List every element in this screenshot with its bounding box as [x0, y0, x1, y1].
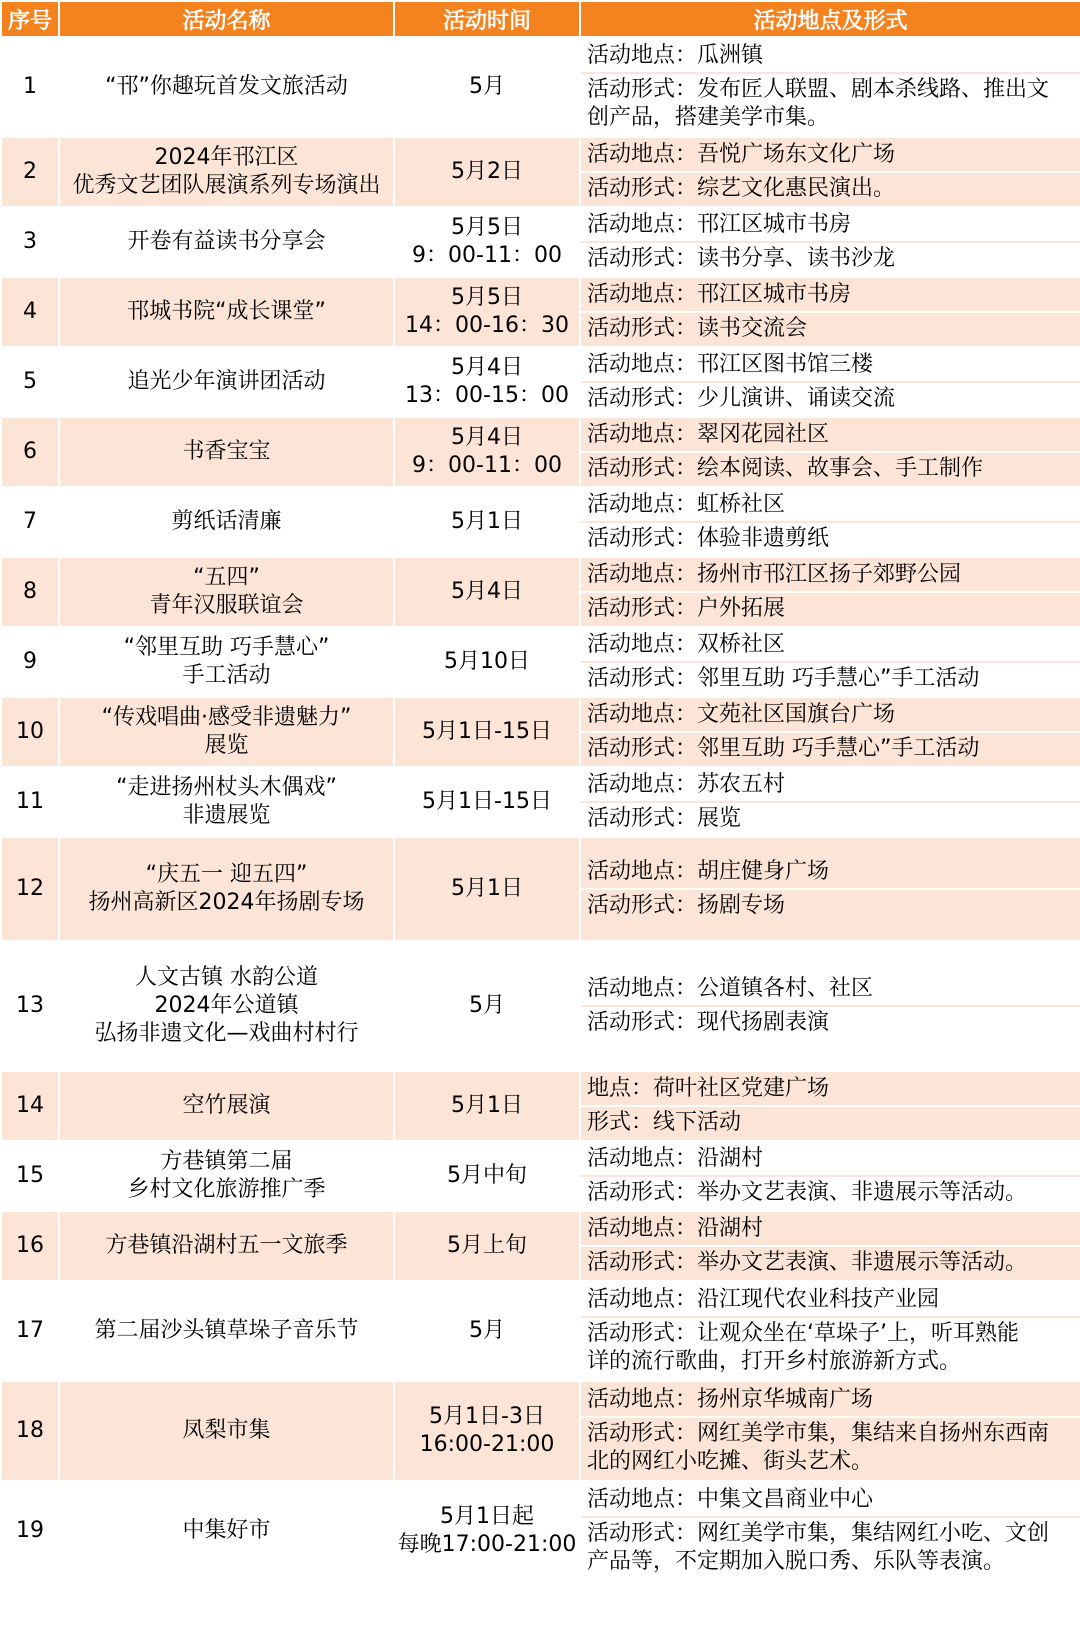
- activity-name-line: 手工活动: [182, 663, 271, 688]
- activity-time-line: 5月1日-15日: [422, 789, 552, 814]
- activity-form: 活动形式：读书交流会: [587, 316, 808, 341]
- activity-time: [394, 767, 580, 837]
- cell-divider: [581, 801, 1080, 803]
- activity-name-line: 开卷有益读书分享会: [127, 229, 326, 254]
- activity-time-line: 5月: [469, 74, 505, 99]
- activity-time-line: 16:00-21:00: [419, 1432, 555, 1457]
- activity-form: 活动形式：展览: [587, 806, 742, 831]
- activity-name-line: “邗”你趣玩首发文旅活动: [105, 74, 348, 99]
- activity-location: 活动地点：扬州京华城南广场: [587, 1387, 874, 1412]
- activity-location: 活动地点：沿江现代农业科技产业园: [587, 1287, 940, 1312]
- table-row: [1, 277, 1080, 347]
- activity-form: 活动形式：举办文艺表演、非遗展示等活动。: [587, 1250, 1028, 1275]
- activity-time: [394, 697, 580, 767]
- activity-name-line: 优秀文艺团队展演系列专场演出: [72, 173, 381, 198]
- activity-form: 形式：线下活动: [587, 1110, 742, 1135]
- activity-time: [394, 1381, 580, 1481]
- activity-time-line: 5月2日: [451, 159, 523, 184]
- activity-location: 活动地点：文苑社区国旗台广场: [587, 702, 896, 727]
- row-index: 10: [1, 697, 59, 767]
- row-index: 16: [1, 1211, 59, 1281]
- activity-location: 活动地点：沿湖村: [587, 1146, 764, 1171]
- cell-divider: [581, 1416, 1080, 1418]
- row-index: 9: [1, 627, 59, 697]
- activity-form: 活动形式：户外拓展: [587, 596, 786, 621]
- cell-divider: [581, 591, 1080, 593]
- row-index: 7: [1, 487, 59, 557]
- cell-divider: [581, 381, 1080, 383]
- activity-form: 活动形式：绘本阅读、故事会、手工制作: [587, 456, 984, 481]
- activity-time-line: 5月1日起: [440, 1504, 534, 1529]
- activity-time-line: 5月4日: [451, 355, 523, 380]
- activity-location-form: [580, 1281, 1080, 1381]
- activity-location: 活动地点：吾悦广场东文化广场: [587, 142, 896, 167]
- activity-time-line: 5月上旬: [447, 1233, 527, 1258]
- activity-time: [394, 941, 580, 1071]
- activity-time: [394, 557, 580, 627]
- table-row: [1, 1481, 1080, 1581]
- activity-location-form: [580, 1141, 1080, 1211]
- activity-location-form: [580, 1071, 1080, 1141]
- activity-name-line: 弘扬非遗文化—戏曲村村行: [94, 1021, 359, 1046]
- activity-location-form: [580, 487, 1080, 557]
- table-row: [1, 37, 1080, 137]
- activity-location: 活动地点：邗江区城市书房: [587, 212, 852, 237]
- activity-name-line: “庆五一 迎五四”: [145, 862, 308, 887]
- activity-name: [59, 767, 394, 837]
- cell-divider: [581, 1316, 1080, 1318]
- activity-name-line: 非遗展览: [182, 803, 271, 828]
- table-row: [1, 1071, 1080, 1141]
- table-row: [1, 1281, 1080, 1381]
- activity-name-line: 书香宝宝: [182, 439, 271, 464]
- table-row: [1, 1141, 1080, 1211]
- row-index: 3: [1, 207, 59, 277]
- activity-form: 活动形式：邻里互助 巧手慧心”手工活动: [587, 736, 980, 761]
- table-row: [1, 767, 1080, 837]
- table-row: [1, 1381, 1080, 1481]
- activity-name: [59, 837, 394, 941]
- activity-location: 活动地点：苏农五村: [587, 772, 786, 797]
- activity-time: [394, 487, 580, 557]
- cell-divider: [581, 1005, 1080, 1007]
- activity-time-line: 13：00-15：00: [405, 383, 569, 408]
- activity-location-form: [580, 37, 1080, 137]
- table-row: [1, 487, 1080, 557]
- activity-location: 活动地点：扬州市邗江区扬子郊野公园: [587, 562, 962, 587]
- activity-location: 活动地点：邗江区城市书房: [587, 282, 852, 307]
- activity-location: 活动地点：双桥社区: [587, 632, 786, 657]
- activity-time: [394, 37, 580, 137]
- activity-time: [394, 417, 580, 487]
- activity-time-line: 5月1日: [451, 876, 523, 901]
- activity-form: 活动形式：网红美学市集，集结网红小吃、文创: [587, 1521, 1050, 1546]
- cell-divider: [581, 731, 1080, 733]
- activity-name: [59, 137, 394, 207]
- activity-name: [59, 627, 394, 697]
- activity-form: 活动形式：现代扬剧表演: [587, 1010, 830, 1035]
- activity-time: [394, 1211, 580, 1281]
- cell-divider: [581, 1516, 1080, 1518]
- header-index: 序号: [1, 1, 59, 37]
- table-row: [1, 347, 1080, 417]
- activity-name-line: 2024年公道镇: [154, 993, 299, 1018]
- activity-name: [59, 417, 394, 487]
- activity-name: [59, 277, 394, 347]
- activity-name-line: 展览: [204, 733, 249, 758]
- activity-location-form: [580, 137, 1080, 207]
- activity-name-line: 2024年邗江区: [154, 145, 299, 170]
- row-index: 8: [1, 557, 59, 627]
- activity-form: 活动形式：发布匠人联盟、剧本杀线路、推出文: [587, 77, 1050, 102]
- activity-location: 活动地点：胡庄健身广场: [587, 859, 830, 884]
- cell-divider: [581, 1245, 1080, 1247]
- row-index: 14: [1, 1071, 59, 1141]
- activity-name: [59, 1071, 394, 1141]
- activity-name-line: 青年汉服联谊会: [149, 593, 304, 618]
- activity-time-line: 5月: [469, 1318, 505, 1343]
- activity-name-line: 方巷镇沿湖村五一文旅季: [105, 1233, 348, 1258]
- table-row: [1, 207, 1080, 277]
- activity-location-form: [580, 941, 1080, 1071]
- activity-name-line: 凤梨市集: [182, 1418, 271, 1443]
- activity-location-form: [580, 1481, 1080, 1581]
- activity-time: [394, 207, 580, 277]
- activity-name: [59, 37, 394, 137]
- activity-location: 活动地点：翠冈花园社区: [587, 422, 830, 447]
- activity-name: [59, 1281, 394, 1381]
- activity-time-line: 5月4日: [451, 579, 523, 604]
- activity-location: 活动地点：虹桥社区: [587, 492, 786, 517]
- cell-divider: [581, 72, 1080, 74]
- header-activity-name: 活动名称: [59, 1, 394, 37]
- activity-form: 详的流行歌曲，打开乡村旅游新方式。: [587, 1349, 962, 1374]
- row-index: 6: [1, 417, 59, 487]
- table-row: [1, 697, 1080, 767]
- row-index: 17: [1, 1281, 59, 1381]
- activity-time: [394, 837, 580, 941]
- activity-location: 地点：荷叶社区党建广场: [587, 1076, 830, 1101]
- activity-time: [394, 627, 580, 697]
- table-header-row: [1, 1, 1080, 37]
- row-index: 12: [1, 837, 59, 941]
- activity-location-form: [580, 767, 1080, 837]
- activity-form: 活动形式：读书分享、读书沙龙: [587, 246, 896, 271]
- activity-form: 产品等，不定期加入脱口秀、乐队等表演。: [587, 1549, 1006, 1574]
- activity-location-form: [580, 277, 1080, 347]
- activity-name-line: 乡村文化旅游推广季: [127, 1177, 326, 1202]
- activity-location-form: [580, 627, 1080, 697]
- cell-divider: [581, 888, 1080, 890]
- activity-name-line: 扬州高新区2024年扬剧专场: [88, 890, 365, 915]
- activity-time: [394, 1071, 580, 1141]
- activity-form: 活动形式：少儿演讲、诵读交流: [587, 386, 896, 411]
- table-row: [1, 557, 1080, 627]
- row-index: 19: [1, 1481, 59, 1581]
- activity-time: [394, 1281, 580, 1381]
- row-index: 1: [1, 37, 59, 137]
- activity-location: 活动地点：中集文昌商业中心: [587, 1487, 874, 1512]
- activity-time: [394, 1481, 580, 1581]
- activity-name-line: 追光少年演讲团活动: [127, 369, 326, 394]
- row-index: 13: [1, 941, 59, 1071]
- activity-name: [59, 557, 394, 627]
- activity-form: 创产品，搭建美学市集。: [587, 105, 830, 130]
- row-index: 18: [1, 1381, 59, 1481]
- cell-divider: [581, 311, 1080, 313]
- row-index: 2: [1, 137, 59, 207]
- activity-name: [59, 1481, 394, 1581]
- activity-name: [59, 1141, 394, 1211]
- activity-location-form: [580, 417, 1080, 487]
- activity-form: 活动形式：网红美学市集，集结来自扬州东西南: [587, 1421, 1050, 1446]
- activity-location-form: [580, 207, 1080, 277]
- activity-time: [394, 277, 580, 347]
- activity-form: 活动形式：让观众坐在‘草垛子’上，听耳熟能: [587, 1321, 1019, 1346]
- activity-time: [394, 1141, 580, 1211]
- table-row: [1, 627, 1080, 697]
- activity-name: [59, 207, 394, 277]
- activity-time-line: 5月1日-15日: [422, 719, 552, 744]
- activity-name-line: 空竹展演: [182, 1093, 271, 1118]
- activity-form: 活动形式：举办文艺表演、非遗展示等活动。: [587, 1180, 1028, 1205]
- activity-location: 活动地点：瓜洲镇: [587, 43, 764, 68]
- row-index: 15: [1, 1141, 59, 1211]
- table-row: [1, 137, 1080, 207]
- cell-divider: [581, 241, 1080, 243]
- row-index: 4: [1, 277, 59, 347]
- activity-form: 活动形式：邻里互助 巧手慧心”手工活动: [587, 666, 980, 691]
- activity-time-line: 5月1日: [451, 509, 523, 534]
- activity-name: [59, 487, 394, 557]
- activity-time-line: 5月中旬: [447, 1163, 527, 1188]
- activity-name-line: “传戏唱曲·感受非遗魅力”: [101, 705, 352, 730]
- activity-form: 活动形式：扬剧专场: [587, 893, 786, 918]
- activity-time: [394, 137, 580, 207]
- table-row: [1, 941, 1080, 1071]
- activity-location: 活动地点：公道镇各村、社区: [587, 976, 874, 1001]
- cell-divider: [581, 1105, 1080, 1107]
- activity-location-form: [580, 1381, 1080, 1481]
- activity-name: [59, 347, 394, 417]
- activity-time-line: 5月1日-3日: [429, 1404, 545, 1429]
- activity-time-line: 9：00-11：00: [412, 453, 562, 478]
- activity-name-line: 剪纸话清廉: [171, 509, 282, 534]
- activity-name: [59, 1381, 394, 1481]
- activity-form: 活动形式：体验非遗剪纸: [587, 526, 830, 551]
- row-index: 5: [1, 347, 59, 417]
- activity-form: 北的网红小吃摊、街头艺术。: [587, 1449, 874, 1474]
- header-activity-time: 活动时间: [394, 1, 580, 37]
- activity-name-line: “走进扬州杖头木偶戏”: [116, 775, 337, 800]
- activity-time: [394, 347, 580, 417]
- activity-time-line: 5月5日: [451, 285, 523, 310]
- activity-location-form: [580, 837, 1080, 941]
- activity-time-line: 5月4日: [451, 425, 523, 450]
- activity-name-line: “邻里互助 巧手慧心”: [123, 635, 330, 660]
- activity-location-form: [580, 697, 1080, 767]
- activity-name-line: 中集好市: [182, 1518, 271, 1543]
- cell-divider: [581, 451, 1080, 453]
- activity-location-form: [580, 557, 1080, 627]
- table-row: [1, 837, 1080, 941]
- activity-time-line: 5月: [469, 993, 505, 1018]
- activity-location: 活动地点：沿湖村: [587, 1216, 764, 1241]
- activity-time-line: 5月10日: [444, 649, 530, 674]
- activity-form: 活动形式：综艺文化惠民演出。: [587, 176, 896, 201]
- activity-name: [59, 1211, 394, 1281]
- activity-location-form: [580, 347, 1080, 417]
- activity-name: [59, 697, 394, 767]
- header-activity-location-form: 活动地点及形式: [580, 1, 1080, 37]
- activity-name-line: 方巷镇第二届: [160, 1149, 293, 1174]
- activity-time-line: 14：00-16：30: [405, 313, 569, 338]
- activity-name-line: “五四”: [193, 565, 260, 590]
- activity-time-line: 5月1日: [451, 1093, 523, 1118]
- activity-name-line: 邗城书院“成长课堂”: [127, 299, 326, 324]
- cell-divider: [581, 171, 1080, 173]
- activity-location: 活动地点：邗江区图书馆三楼: [587, 352, 874, 377]
- cell-divider: [581, 661, 1080, 663]
- table-row: [1, 417, 1080, 487]
- activity-time-line: 每晚17:00-21:00: [397, 1532, 577, 1557]
- cell-divider: [581, 1175, 1080, 1177]
- activity-time-line: 5月5日: [451, 215, 523, 240]
- cell-divider: [581, 521, 1080, 523]
- row-index: 11: [1, 767, 59, 837]
- table-row: [1, 1211, 1080, 1281]
- activity-name: [59, 941, 394, 1071]
- activity-time-line: 9：00-11：00: [412, 243, 562, 268]
- activity-location-form: [580, 1211, 1080, 1281]
- activity-name-line: 第二届沙头镇草垛子音乐节: [94, 1318, 359, 1343]
- activity-name-line: 人文古镇 水韵公道: [135, 965, 318, 990]
